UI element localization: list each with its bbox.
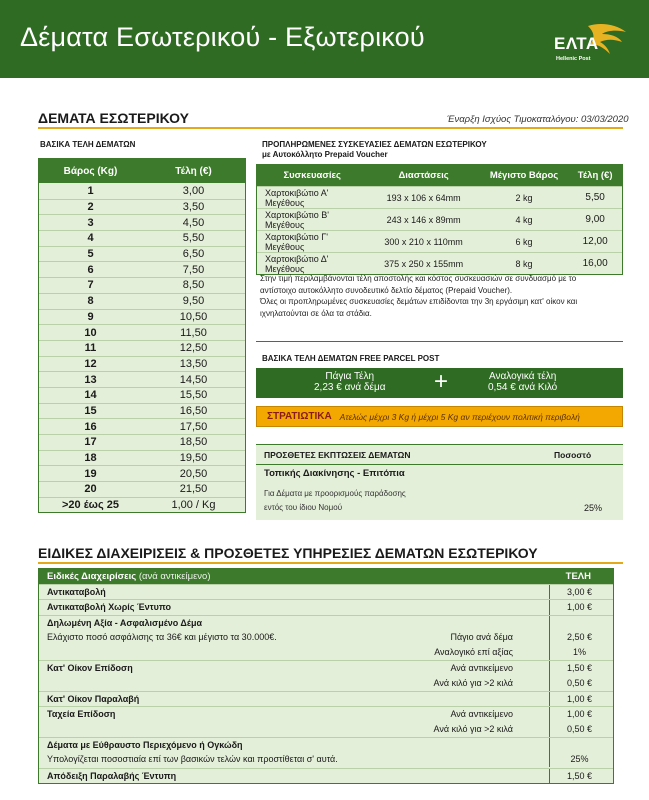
weight-cell: 16 bbox=[84, 420, 97, 433]
service-label: Δηλωμένη Αξία - Ασφαλισμένο Δέμα bbox=[47, 617, 202, 628]
fee-cell: 5,50 bbox=[182, 232, 205, 245]
weight-cell: 3 bbox=[87, 216, 94, 229]
discount-desc-line: Για Δέματα με προορισμούς παράδοσης bbox=[264, 489, 406, 498]
service-label: Υπολογίζεται ποσοστιαία επί των βασικών τελών και προστίθεται σ' αυτά. bbox=[47, 754, 338, 765]
table-row bbox=[39, 465, 245, 481]
weight-table-header bbox=[39, 159, 245, 183]
service-fee: 1% bbox=[549, 645, 609, 660]
service-fee: 1,50 € bbox=[549, 769, 609, 784]
weight-cell: 20 bbox=[84, 483, 97, 496]
section-divider bbox=[38, 127, 623, 129]
dimensions-cell: 375 x 250 x 155mm bbox=[384, 258, 464, 269]
validity-date: Έναρξη Ισχύος Τιμοκαταλόγου: 03/03/2020 bbox=[447, 114, 629, 125]
table-row bbox=[257, 186, 622, 208]
service-label: Ταχεία Επίδοση bbox=[47, 709, 116, 720]
military-banner bbox=[256, 406, 623, 427]
table-row bbox=[257, 208, 622, 230]
fee-cell: 3,50 bbox=[182, 201, 205, 214]
col-weight: Βάρος (Kg) bbox=[63, 165, 118, 177]
table-row bbox=[39, 722, 613, 737]
table-row bbox=[39, 630, 613, 645]
weight-cell: >20 έως 25 bbox=[62, 499, 119, 512]
table-row bbox=[257, 230, 622, 252]
max-weight-cell: 6 kg bbox=[515, 236, 533, 247]
table-row bbox=[39, 356, 245, 372]
special-col-service-note: (ανά αντικείμενο) bbox=[138, 571, 211, 582]
service-basis: Ανά αντικείμενο bbox=[450, 663, 513, 674]
table-row bbox=[257, 252, 622, 274]
service-label: Αντικαταβολή bbox=[47, 587, 106, 597]
discount-value: 25% bbox=[584, 503, 603, 513]
free-parcel-title: ΒΑΣΙΚΑ ΤΕΛΗ ΔΕΜΑΤΩΝ FREE PARCEL POST bbox=[262, 354, 440, 363]
fee-cell: 20,50 bbox=[179, 467, 208, 480]
basic-fees-title: ΒΑΣΙΚΑ ΤΕΛΗ ΔΕΜΑΤΩΝ bbox=[40, 140, 136, 149]
dimensions-cell: 300 x 210 x 110mm bbox=[384, 236, 463, 247]
prepaid-note-line: Όλες οι προπληρωμένες συσκευασίες δεμάτων επιδίδονται την 3η εργάσιμη κατ' οίκον και bbox=[260, 297, 578, 306]
logo-subtitle: Hellenic Post bbox=[556, 56, 591, 62]
fee-cell: 3,00 bbox=[182, 184, 205, 197]
max-weight-cell: 8 kg bbox=[515, 258, 533, 269]
prepaid-subtitle: με Αυτοκόλλητο Prepaid Voucher bbox=[262, 150, 388, 159]
table-row bbox=[39, 706, 613, 721]
service-fee: 1,50 € bbox=[549, 661, 609, 676]
table-row bbox=[39, 481, 245, 497]
service-fee: 25% bbox=[549, 752, 609, 767]
fee-cell: 16,00 bbox=[582, 258, 608, 269]
service-fee: 0,50 € bbox=[549, 676, 609, 691]
service-fee bbox=[549, 738, 609, 753]
fee-cell: 11,50 bbox=[180, 326, 207, 339]
col-max-weight: Μέγιστο Βάρος bbox=[489, 170, 559, 181]
discounts-divider bbox=[256, 464, 623, 465]
elta-logo bbox=[554, 22, 634, 70]
military-label: ΣΤΡΑΤΙΩΤΙΚΑ bbox=[267, 411, 332, 422]
service-label: Κατ' Οίκον Παραλαβή bbox=[47, 694, 140, 705]
col-package: Συσκευασίες bbox=[283, 170, 341, 181]
table-row bbox=[39, 676, 613, 691]
table-row bbox=[39, 418, 245, 434]
proportional-fee-label: Αναλογικά τέλη bbox=[488, 371, 557, 382]
weight-cell: 6 bbox=[87, 263, 94, 276]
weight-cell: 4 bbox=[87, 232, 94, 245]
fee-cell: 14,50 bbox=[179, 373, 208, 386]
fee-cell: 1,00 / Kg bbox=[171, 499, 216, 512]
discounts-col-percent: Ποσοστό bbox=[554, 450, 592, 460]
weight-cell: 18 bbox=[84, 452, 97, 465]
service-basis: Ανά κιλό για >2 κιλά bbox=[433, 677, 513, 688]
prepaid-note-line: ιχνηλατούνται σε όλα τα στάδια. bbox=[260, 308, 372, 318]
fee-cell: 17,50 bbox=[179, 420, 208, 433]
special-col-service bbox=[39, 571, 211, 582]
fixed-fee-value: 2,23 € ανά δέμα bbox=[314, 382, 386, 393]
package-cell: Χαρτοκιβώτιο Δ' Μεγέθους bbox=[265, 253, 329, 274]
fee-cell: 5,50 bbox=[585, 192, 605, 203]
service-fee: 2,50 € bbox=[549, 630, 609, 645]
prepaid-note-line: Στην τιμή περιλαμβάνονται τέλη αποστολής και κόστος συσκευασιών σε συνδυασμό με το bbox=[260, 274, 577, 283]
service-label: Ελάχιστο ποσό ασφάλισης τα 36€ και μέγιστο τα 30.000€. bbox=[47, 631, 277, 642]
fee-cell: 7,50 bbox=[182, 263, 205, 276]
weight-cell: 19 bbox=[84, 467, 97, 480]
fee-cell: 4,50 bbox=[182, 216, 205, 229]
fee-cell: 15,50 bbox=[179, 389, 208, 402]
table-row bbox=[39, 293, 245, 309]
col-dimensions: Διαστάσεις bbox=[398, 170, 449, 181]
special-section-divider bbox=[38, 562, 623, 564]
fee-cell: 13,50 bbox=[179, 357, 208, 370]
table-row bbox=[39, 214, 245, 230]
service-label: Δέματα με Εύθραυστο Περιεχόμενο ή Ογκώδη bbox=[47, 739, 243, 750]
weight-cell: 12 bbox=[84, 357, 97, 370]
table-row bbox=[39, 752, 613, 767]
col-fee: Τέλη (€) bbox=[175, 165, 212, 177]
fee-cell: 8,50 bbox=[182, 279, 205, 292]
fixed-fee bbox=[314, 371, 386, 393]
fee-cell: 9,50 bbox=[182, 295, 205, 308]
discounts-box bbox=[256, 444, 623, 520]
weight-cell: 14 bbox=[84, 389, 97, 402]
weight-cell: 5 bbox=[87, 248, 94, 261]
discounts-title: ΠΡΟΣΘΕΤΕΣ ΕΚΠΤΩΣΕΙΣ ΔΕΜΑΤΩΝ bbox=[264, 450, 411, 460]
table-row bbox=[39, 183, 245, 199]
package-cell: Χαρτοκιβώτιο Α' Μεγέθους bbox=[265, 187, 329, 208]
fee-cell: 9,00 bbox=[585, 214, 605, 225]
service-basis: Αναλογικό επί αξίας bbox=[434, 647, 513, 658]
discount-desc-line: εντός του ίδιου Νομού bbox=[264, 503, 343, 512]
discount-item-desc bbox=[264, 487, 504, 515]
proportional-fee-value: 0,54 € ανά Κιλό bbox=[488, 382, 558, 393]
weight-cell: 15 bbox=[84, 404, 97, 417]
max-weight-cell: 4 kg bbox=[515, 214, 533, 225]
fee-cell: 18,50 bbox=[179, 436, 208, 449]
fee-cell: 10,50 bbox=[179, 310, 208, 323]
table-row bbox=[39, 246, 245, 262]
fee-cell: 16,50 bbox=[179, 404, 208, 417]
table-row bbox=[39, 199, 245, 215]
logo-word: ΕΛΤΑ bbox=[554, 34, 599, 53]
service-fee: 1,00 € bbox=[549, 707, 609, 722]
table-row bbox=[39, 434, 245, 450]
weight-cell: 8 bbox=[87, 295, 94, 308]
table-row bbox=[39, 660, 613, 675]
domestic-section-title: ΔΕΜΑΤΑ ΕΣΩΤΕΡΙΚΟΥ bbox=[38, 110, 189, 126]
service-label: Απόδειξη Παραλαβής Έντυπη bbox=[47, 770, 177, 781]
special-table-header bbox=[39, 569, 613, 584]
fee-cell: 19,50 bbox=[179, 452, 208, 465]
special-section-title: ΕΙΔΙΚΕΣ ΔΙΑΧΕΙΡΙΣΕΙΣ & ΠΡΟΣΘΕΤΕΣ ΥΠΗΡΕΣΙΕΣ ΔΕΜΑΤΩΝ ΕΣΩΤΕΡΙΚΟΥ bbox=[38, 545, 538, 561]
service-basis: Ανά κιλό για >2 κιλά bbox=[433, 723, 513, 734]
page-title: Δέματα Εσωτερικού - Εξωτερικού bbox=[20, 22, 425, 52]
prepaid-note-line: αντίστοιχο αυτοκόλλητο συνοδευτικό δελτίο δέματος (Prepaid Voucher). bbox=[260, 285, 513, 295]
prepaid-table-header bbox=[257, 165, 622, 186]
service-basis: Ανά αντικείμενο bbox=[450, 709, 513, 720]
table-row bbox=[39, 599, 613, 614]
table-row bbox=[39, 387, 245, 403]
header-banner bbox=[0, 0, 649, 78]
table-row bbox=[39, 261, 245, 277]
service-fee: 0,50 € bbox=[549, 722, 609, 737]
table-row bbox=[39, 497, 245, 513]
plus-icon: + bbox=[434, 368, 449, 395]
table-row bbox=[39, 340, 245, 356]
table-row bbox=[39, 737, 613, 752]
proportional-fee bbox=[488, 371, 557, 393]
service-label: Αντικαταβολή Χωρίς Έντυπο bbox=[47, 602, 172, 613]
weight-fee-table bbox=[38, 158, 246, 513]
service-fee: 3,00 € bbox=[549, 585, 609, 600]
table-row bbox=[39, 371, 245, 387]
service-fee bbox=[549, 616, 609, 631]
weight-cell: 2 bbox=[87, 201, 94, 214]
weight-cell: 1 bbox=[87, 184, 94, 197]
fixed-fee-label: Πάγια Τέλη bbox=[325, 371, 375, 382]
table-row bbox=[39, 584, 613, 599]
prepaid-note bbox=[260, 273, 620, 319]
service-label: Κατ' Οίκον Επίδοση bbox=[47, 663, 133, 674]
weight-cell: 13 bbox=[84, 373, 97, 386]
fee-cell: 12,00 bbox=[582, 236, 608, 247]
weight-cell: 17 bbox=[84, 436, 97, 449]
table-row bbox=[39, 615, 613, 630]
table-row bbox=[39, 768, 613, 783]
service-fee: 1,00 € bbox=[549, 692, 609, 707]
weight-cell: 7 bbox=[87, 279, 94, 292]
prepaid-divider bbox=[256, 341, 623, 342]
table-row bbox=[39, 324, 245, 340]
table-row bbox=[39, 645, 613, 660]
military-text: Ατελώς μέχρι 3 Kg ή μέχρι 5 Kg αν περιέχουν πολιτική περιβολή bbox=[339, 411, 580, 422]
service-fee: 1,00 € bbox=[549, 600, 609, 615]
package-cell: Χαρτοκιβώτιο Γ' Μεγέθους bbox=[265, 231, 328, 252]
weight-cell: 11 bbox=[84, 342, 97, 355]
fee-cell: 6,50 bbox=[182, 248, 205, 261]
table-row bbox=[39, 230, 245, 246]
dimensions-cell: 243 x 146 x 89mm bbox=[386, 214, 461, 225]
table-row bbox=[39, 309, 245, 325]
weight-cell: 9 bbox=[87, 310, 94, 323]
weight-cell: 10 bbox=[84, 326, 97, 339]
col-prepaid-fee: Τέλη (€) bbox=[577, 170, 613, 181]
dimensions-cell: 193 x 106 x 64mm bbox=[386, 192, 461, 203]
free-parcel-bar bbox=[256, 368, 623, 398]
special-col-fees: ΤΕΛΗ bbox=[565, 571, 591, 582]
fee-cell: 21,50 bbox=[179, 483, 208, 496]
special-services-table bbox=[38, 568, 614, 784]
special-col-service-label: Ειδικές Διαχειρίσεις bbox=[47, 571, 137, 582]
prepaid-table bbox=[256, 164, 623, 275]
package-cell: Χαρτοκιβώτιο Β' Μεγέθους bbox=[265, 209, 329, 230]
table-row bbox=[39, 450, 245, 466]
discount-item-title: Τοπικής Διακίνησης - Επιτόπια bbox=[264, 468, 405, 479]
prepaid-title: ΠΡΟΠΛΗΡΩΜΕΝΕΣ ΣΥΣΚΕΥΑΣΙΕΣ ΔΕΜΑΤΩΝ ΕΣΩΤΕΡΙΚΟΥ bbox=[262, 140, 487, 149]
service-basis: Πάγιο ανά δέμα bbox=[450, 631, 513, 642]
fee-cell: 12,50 bbox=[179, 342, 208, 355]
table-row bbox=[39, 403, 245, 419]
table-row bbox=[39, 691, 613, 706]
max-weight-cell: 2 kg bbox=[515, 192, 533, 203]
table-row bbox=[39, 277, 245, 293]
